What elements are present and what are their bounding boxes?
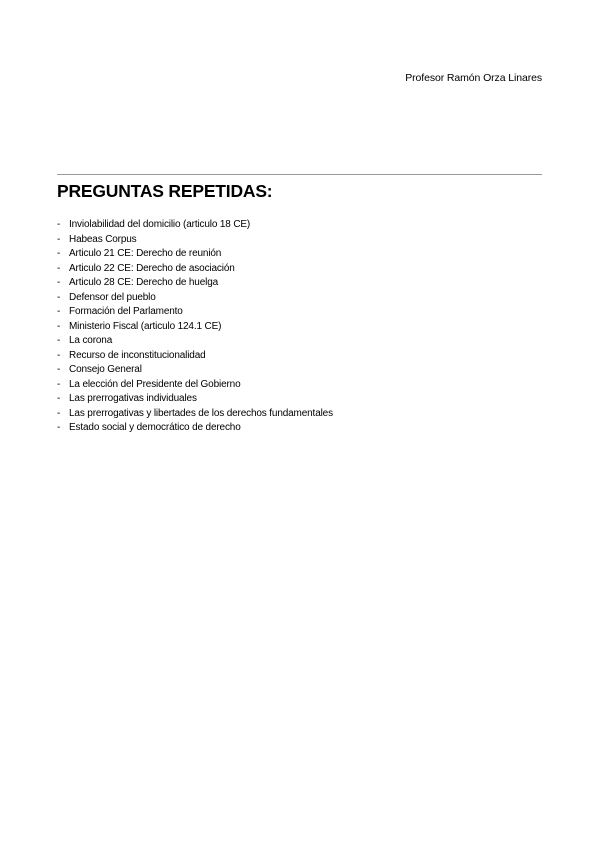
list-item-text: Estado social y democrático de derecho <box>69 422 241 433</box>
bullet-dash: - <box>57 320 61 332</box>
bullet-dash: - <box>57 262 61 274</box>
list-item <box>57 363 333 378</box>
bullet-dash: - <box>57 407 61 419</box>
list-item-text: Inviolabilidad del domicilio (articulo 18 CE) <box>69 219 251 230</box>
list-item-text: Articulo 22 CE: Derecho de asociación <box>69 262 235 274</box>
list-item <box>57 218 333 233</box>
list-item <box>57 407 333 422</box>
list-item <box>57 421 333 436</box>
list-item-text: Defensor del pueblo <box>69 291 156 303</box>
list-item-text: La elección del Presidente del Gobierno <box>69 378 241 390</box>
bullet-dash: - <box>57 378 61 390</box>
list-item <box>57 378 333 393</box>
list-item-text: Recurso de inconstitucionalidad <box>69 349 206 361</box>
list-item-text: Las prerrogativas individuales <box>69 393 197 404</box>
list-item <box>57 247 333 262</box>
list-item-text: Consejo General <box>69 364 142 375</box>
bullet-dash: - <box>57 364 61 375</box>
bullet-dash: - <box>57 291 61 303</box>
bullet-dash: - <box>57 422 61 433</box>
list-item-text: Articulo 28 CE: Derecho de huelga <box>69 277 219 288</box>
list-item <box>57 262 333 277</box>
list-item <box>57 334 333 349</box>
bullet-dash: - <box>57 349 61 361</box>
bullet-dash: - <box>57 233 61 245</box>
list-item-text: Ministerio Fiscal (articulo 124.1 CE) <box>69 320 222 332</box>
list-item-text: Las prerrogativas y libertades de los derechos fundamentales <box>69 407 333 419</box>
list-item <box>57 291 333 306</box>
bullet-dash: - <box>57 277 61 288</box>
bullet-dash: - <box>57 219 61 230</box>
list-item <box>57 392 333 407</box>
list-item-text: Articulo 21 CE: Derecho de reunión <box>69 248 222 259</box>
list-item <box>57 305 333 320</box>
bullet-dash: - <box>57 306 61 317</box>
section-title: PREGUNTAS REPETIDAS: <box>57 181 273 201</box>
list-item <box>57 349 333 364</box>
bullet-dash: - <box>57 393 61 404</box>
list-item <box>57 320 333 335</box>
header-divider <box>57 174 542 175</box>
bullet-dash: - <box>57 335 61 346</box>
bullet-dash: - <box>57 248 61 259</box>
question-list <box>57 218 333 436</box>
author-name: Profesor Ramón Orza Linares <box>405 72 542 84</box>
list-item-text: Formación del Parlamento <box>69 306 183 317</box>
list-item-text: La corona <box>69 335 113 346</box>
list-item <box>57 233 333 248</box>
list-item <box>57 276 333 291</box>
list-item-text: Habeas Corpus <box>69 233 137 245</box>
